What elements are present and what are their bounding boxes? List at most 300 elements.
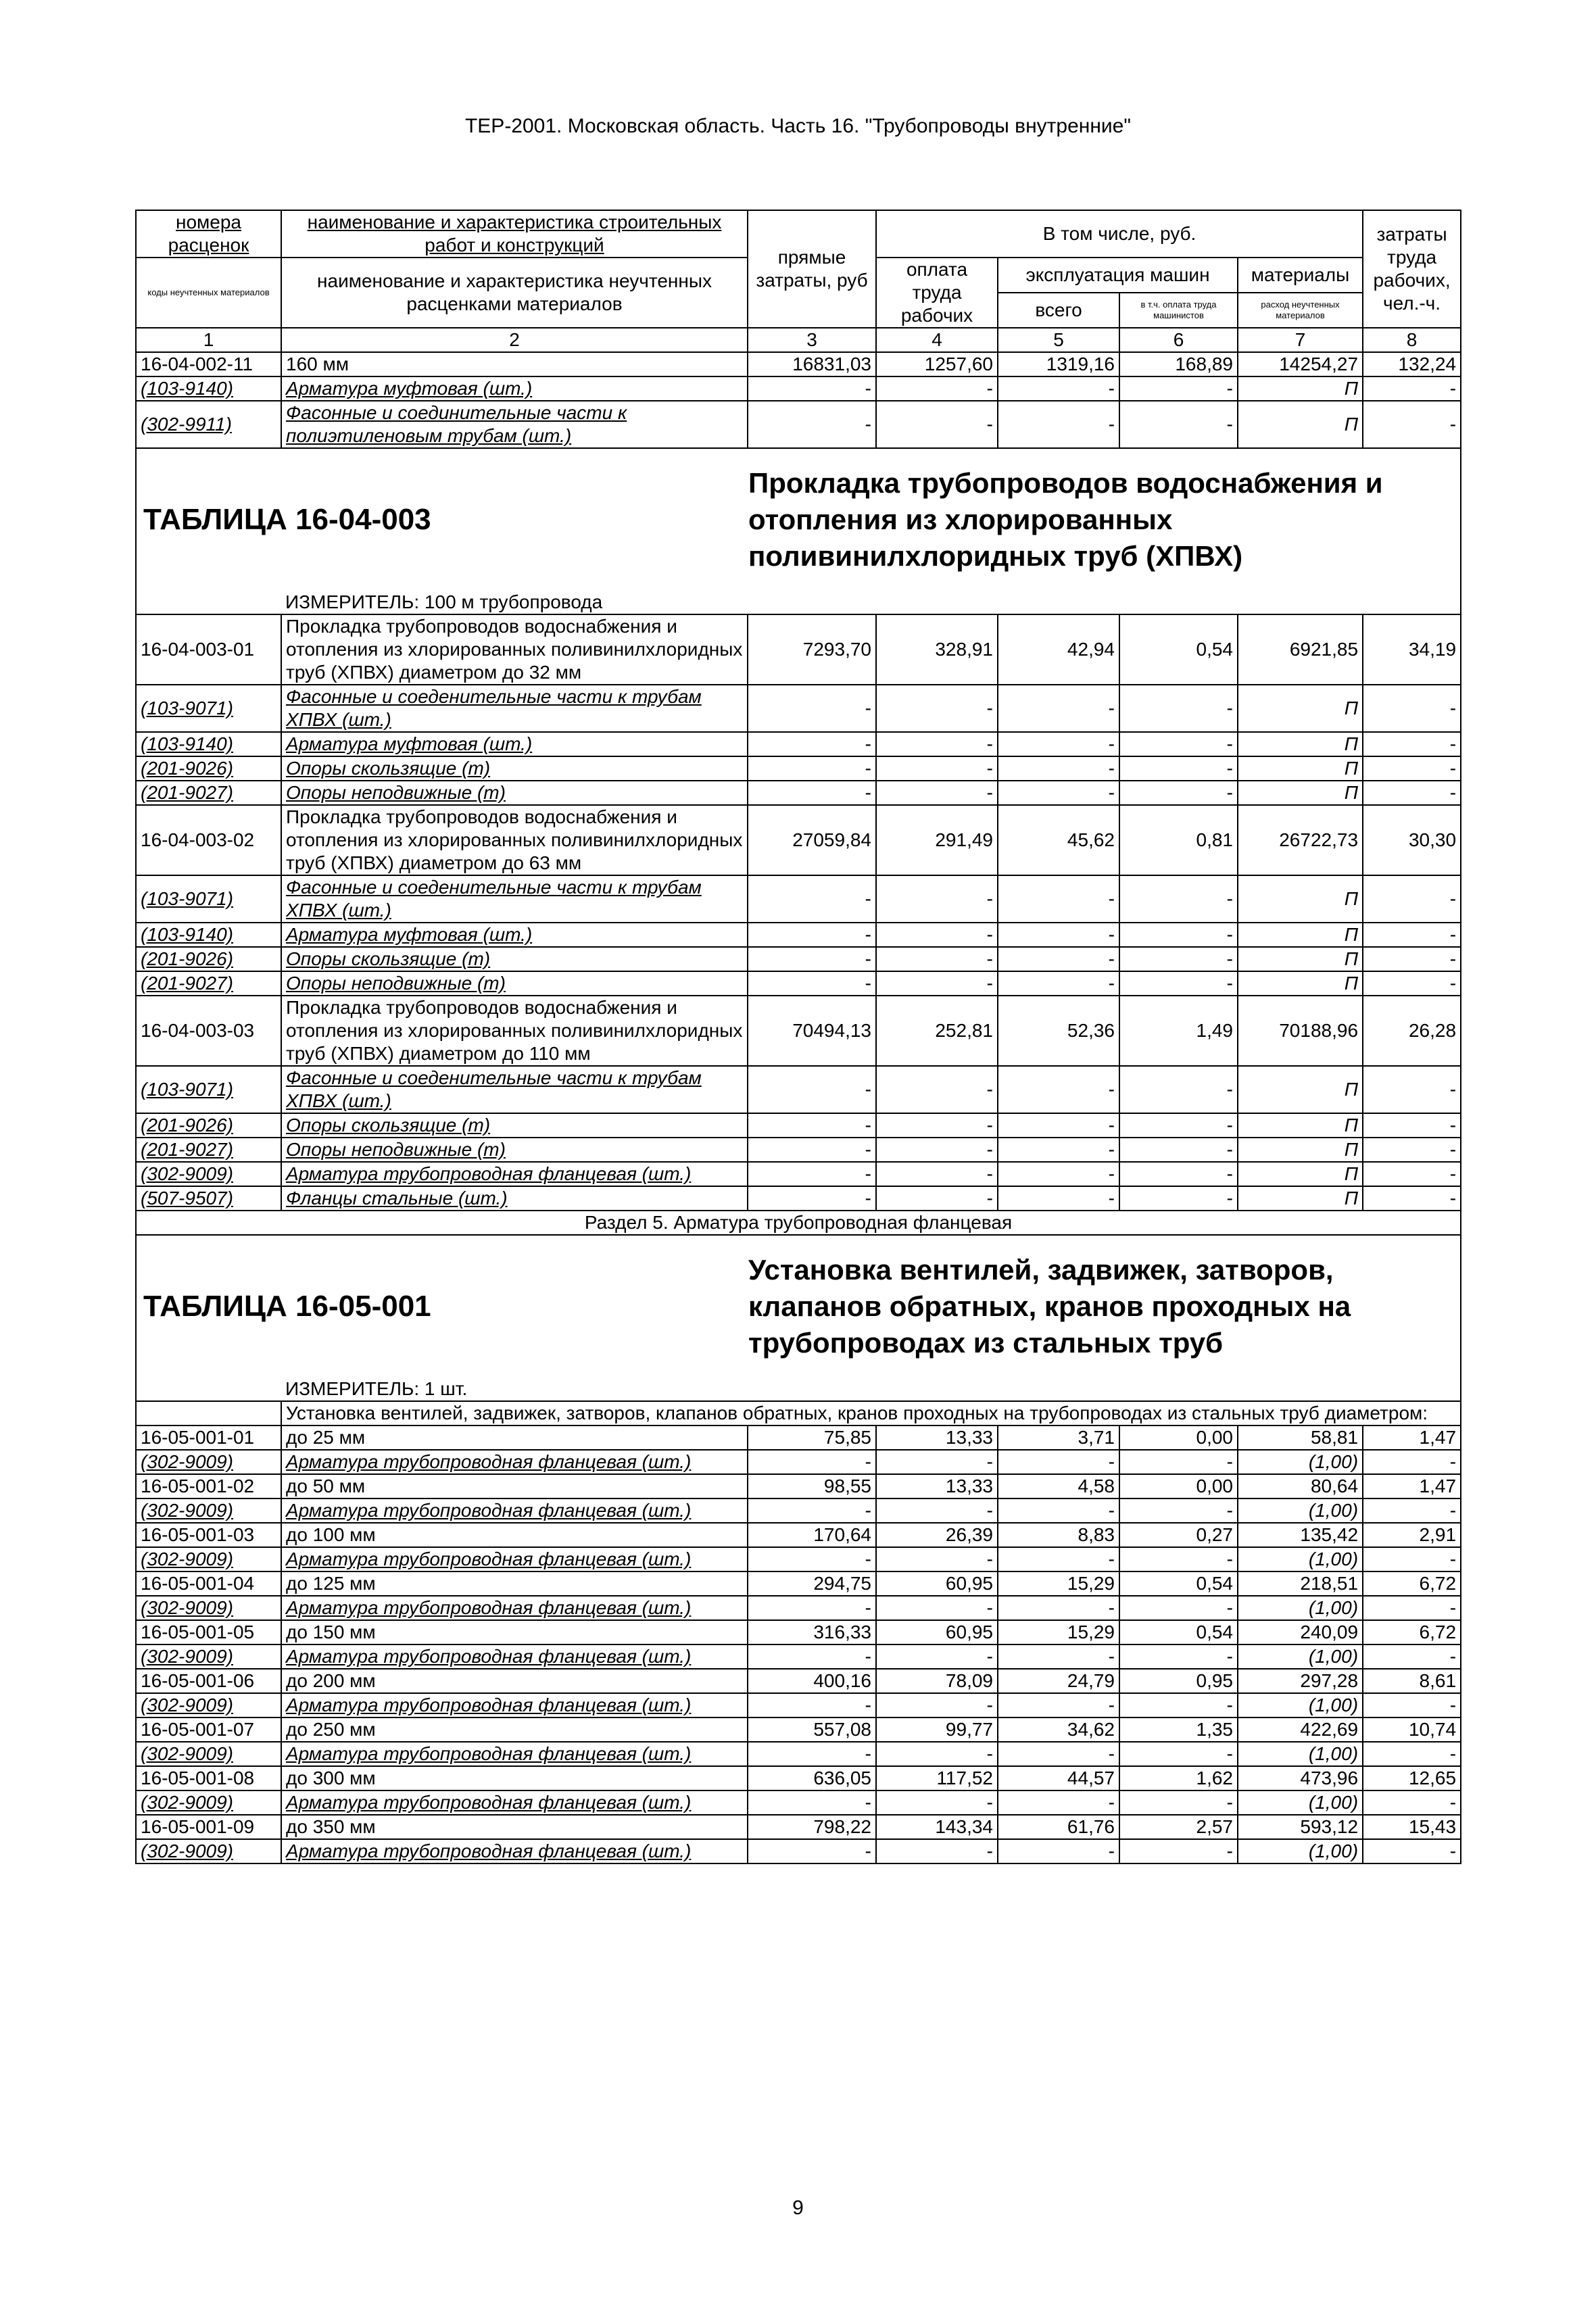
labor: 6,72 [1363, 1620, 1461, 1644]
operator-wages: - [1119, 732, 1238, 756]
labor: 1,47 [1363, 1425, 1461, 1450]
labor: - [1363, 947, 1461, 971]
wages: - [876, 875, 998, 923]
operator-wages: 1,49 [1119, 996, 1238, 1066]
rate-name: Прокладка трубопроводов водоснабжения и отопления из хлорированных поливинилхлоридных труб (ХПВХ) диаметром до 110 мм [281, 996, 748, 1066]
rate-code: (201-9026) [136, 1113, 281, 1138]
direct-costs: - [748, 1186, 876, 1211]
wages: - [876, 971, 998, 996]
rate-name: до 50 мм [281, 1474, 748, 1498]
col-header-labor: затраты труда рабочих, чел.-ч. [1363, 210, 1461, 328]
materials: (1,00) [1238, 1839, 1363, 1863]
direct-costs: - [748, 1693, 876, 1717]
rate-code: (302-9009) [136, 1450, 281, 1474]
machines-total: 15,29 [998, 1620, 1119, 1644]
wages: - [876, 756, 998, 781]
labor: - [1363, 756, 1461, 781]
material-row [136, 1450, 1461, 1474]
materials: 473,96 [1238, 1766, 1363, 1790]
rate-code: 16-05-001-08 [136, 1766, 281, 1790]
direct-costs: - [748, 875, 876, 923]
rate-row [136, 805, 1461, 875]
direct-costs: - [748, 732, 876, 756]
rate-row [136, 1620, 1461, 1644]
machines-total: - [998, 1162, 1119, 1186]
materials: П [1238, 401, 1363, 448]
rate-code: (302-9009) [136, 1498, 281, 1523]
material-row [136, 1186, 1461, 1211]
machines-total: - [998, 1066, 1119, 1113]
meter-row [136, 1378, 1461, 1401]
rate-code: 16-05-001-04 [136, 1571, 281, 1596]
labor: 15,43 [1363, 1815, 1461, 1839]
wages: - [876, 1693, 998, 1717]
materials: (1,00) [1238, 1450, 1363, 1474]
wages: - [876, 1547, 998, 1571]
operator-wages: - [1119, 971, 1238, 996]
column-numbers-row [136, 328, 1461, 352]
wages: 117,52 [876, 1766, 998, 1790]
material-row [136, 685, 1461, 732]
rate-code: 16-05-001-06 [136, 1669, 281, 1693]
machines-total: - [998, 401, 1119, 448]
materials: (1,00) [1238, 1644, 1363, 1669]
table-code: ТАБЛИЦА 16-05-001 [143, 1290, 431, 1323]
operator-wages: 1,35 [1119, 1717, 1238, 1742]
wages: - [876, 1498, 998, 1523]
direct-costs: 7293,70 [748, 614, 876, 685]
rate-name: до 250 мм [281, 1717, 748, 1742]
col-header-material-names: наименование и характеристика неучтенных расценками материалов [281, 258, 748, 328]
direct-costs: - [748, 1742, 876, 1766]
rate-code: 16-05-001-01 [136, 1425, 281, 1450]
rate-name: Арматура трубопроводная фланцевая (шт.) [281, 1790, 748, 1815]
labor: - [1363, 1162, 1461, 1186]
col-num: 7 [1238, 328, 1363, 352]
operator-wages: - [1119, 1186, 1238, 1211]
materials: П [1238, 732, 1363, 756]
rate-row [136, 1523, 1461, 1547]
operator-wages: - [1119, 1498, 1238, 1523]
machines-total: 8,83 [998, 1523, 1119, 1547]
rate-code: (302-9009) [136, 1693, 281, 1717]
materials: (1,00) [1238, 1547, 1363, 1571]
direct-costs: 27059,84 [748, 805, 876, 875]
labor: - [1363, 732, 1461, 756]
material-row [136, 756, 1461, 781]
wages: - [876, 1596, 998, 1620]
col-num: 2 [281, 328, 748, 352]
col-num: 3 [748, 328, 876, 352]
materials: П [1238, 947, 1363, 971]
rate-name: Арматура трубопроводная фланцевая (шт.) [281, 1498, 748, 1523]
machines-total: - [998, 1186, 1119, 1211]
materials: П [1238, 1066, 1363, 1113]
operator-wages: - [1119, 1790, 1238, 1815]
materials: П [1238, 875, 1363, 923]
labor: - [1363, 1596, 1461, 1620]
direct-costs: - [748, 1644, 876, 1669]
materials: 80,64 [1238, 1474, 1363, 1498]
machines-total: - [998, 947, 1119, 971]
rate-name: до 100 мм [281, 1523, 748, 1547]
material-row [136, 1790, 1461, 1815]
wages: - [876, 1742, 998, 1766]
col-header-operator-wages: в т.ч. оплата труда машинистов [1119, 293, 1238, 328]
wages: 60,95 [876, 1620, 998, 1644]
material-row [136, 875, 1461, 923]
rate-code: (201-9027) [136, 971, 281, 996]
materials: 26722,73 [1238, 805, 1363, 875]
labor: 34,19 [1363, 614, 1461, 685]
operator-wages: 0,54 [1119, 1620, 1238, 1644]
machines-total: - [998, 1790, 1119, 1815]
machines-total: - [998, 1644, 1119, 1669]
materials: П [1238, 971, 1363, 996]
rate-name: Опоры неподвижные (т) [281, 1138, 748, 1162]
direct-costs: 170,64 [748, 1523, 876, 1547]
labor: 8,61 [1363, 1669, 1461, 1693]
col-header-material-codes: коды неучтенных материалов [136, 258, 281, 328]
machines-total: 15,29 [998, 1571, 1119, 1596]
machines-total: 4,58 [998, 1474, 1119, 1498]
machines-total: 3,71 [998, 1425, 1119, 1450]
material-row [136, 1693, 1461, 1717]
machines-total: - [998, 1450, 1119, 1474]
rate-name: Опоры неподвижные (т) [281, 971, 748, 996]
wages: - [876, 1113, 998, 1138]
operator-wages: - [1119, 1066, 1238, 1113]
labor: 26,28 [1363, 996, 1461, 1066]
operator-wages: 0,00 [1119, 1425, 1238, 1450]
operator-wages: - [1119, 376, 1238, 401]
rate-row [136, 1815, 1461, 1839]
wages: 60,95 [876, 1571, 998, 1596]
rate-row [136, 614, 1461, 685]
direct-costs: 70494,13 [748, 996, 876, 1066]
operator-wages: - [1119, 1138, 1238, 1162]
rate-name: до 350 мм [281, 1815, 748, 1839]
machines-total: - [998, 1138, 1119, 1162]
labor: - [1363, 1839, 1461, 1863]
material-row [136, 1138, 1461, 1162]
wages: - [876, 401, 998, 448]
direct-costs: 798,22 [748, 1815, 876, 1839]
labor: - [1363, 923, 1461, 947]
material-row [136, 1547, 1461, 1571]
col-header-codes: номера расценок [136, 210, 281, 258]
operator-wages: - [1119, 1596, 1238, 1620]
rate-code: 16-05-001-05 [136, 1620, 281, 1644]
rate-code: (201-9026) [136, 756, 281, 781]
machines-total: 24,79 [998, 1669, 1119, 1693]
operator-wages: - [1119, 781, 1238, 805]
rate-name: Арматура трубопроводная фланцевая (шт.) [281, 1547, 748, 1571]
table-banner [136, 1235, 1461, 1378]
rate-name: Арматура трубопроводная фланцевая (шт.) [281, 1450, 748, 1474]
machines-total: - [998, 732, 1119, 756]
machines-total: 45,62 [998, 805, 1119, 875]
machines-total: - [998, 1693, 1119, 1717]
col-header-group: В том числе, руб. [876, 210, 1363, 258]
rate-row [136, 1571, 1461, 1596]
labor: - [1363, 1742, 1461, 1766]
table-title: Прокладка трубопроводов водоснабжения и отопления из хлорированных поливинилхлоридных труб (ХПВХ) [748, 467, 1383, 572]
labor: - [1363, 401, 1461, 448]
rate-code: 16-05-001-09 [136, 1815, 281, 1839]
meter: ИЗМЕРИТЕЛЬ: 100 м трубопровода [281, 591, 1461, 614]
machines-total: - [998, 781, 1119, 805]
labor: - [1363, 1113, 1461, 1138]
wages: 328,91 [876, 614, 998, 685]
direct-costs: 16831,03 [748, 352, 876, 376]
labor: - [1363, 1547, 1461, 1571]
table-subheader: Установка вентилей, задвижек, затворов, клапанов обратных, кранов проходных на трубопроводах из стальных труб диаметром: [281, 1401, 1461, 1425]
wages: - [876, 1138, 998, 1162]
labor: 132,24 [1363, 352, 1461, 376]
rate-code: 16-04-003-02 [136, 805, 281, 875]
machines-total: 61,76 [998, 1815, 1119, 1839]
materials: П [1238, 923, 1363, 947]
rate-name: Фланцы стальные (шт.) [281, 1186, 748, 1211]
materials: П [1238, 1138, 1363, 1162]
page-number: 9 [792, 2197, 804, 2219]
machines-total: - [998, 923, 1119, 947]
operator-wages: 0,54 [1119, 614, 1238, 685]
wages: - [876, 1162, 998, 1186]
price-table-sheet [135, 210, 1460, 1864]
section-title: Раздел 5. Арматура трубопроводная фланцевая [136, 1211, 1461, 1235]
direct-costs: 636,05 [748, 1766, 876, 1790]
rate-name: Арматура муфтовая (шт.) [281, 376, 748, 401]
machines-total: - [998, 1498, 1119, 1523]
direct-costs: - [748, 1113, 876, 1138]
labor: - [1363, 1644, 1461, 1669]
material-row [136, 781, 1461, 805]
rate-row [136, 1669, 1461, 1693]
direct-costs: - [748, 1162, 876, 1186]
direct-costs: - [748, 1138, 876, 1162]
material-row [136, 923, 1461, 947]
rate-name: Арматура трубопроводная фланцевая (шт.) [281, 1596, 748, 1620]
rate-code: (302-9009) [136, 1839, 281, 1863]
labor: - [1363, 875, 1461, 923]
direct-costs: 294,75 [748, 1571, 876, 1596]
col-num: 1 [136, 328, 281, 352]
direct-costs: - [748, 1450, 876, 1474]
rate-name: Арматура трубопроводная фланцевая (шт.) [281, 1742, 748, 1766]
rate-row [136, 1717, 1461, 1742]
labor: 30,30 [1363, 805, 1461, 875]
operator-wages: 0,81 [1119, 805, 1238, 875]
rate-code: (302-9009) [136, 1547, 281, 1571]
operator-wages: - [1119, 1162, 1238, 1186]
rate-row [136, 1474, 1461, 1498]
col-header-materials: материалы [1238, 258, 1363, 293]
rate-name: Арматура трубопроводная фланцевая (шт.) [281, 1693, 748, 1717]
direct-costs: 316,33 [748, 1620, 876, 1644]
direct-costs: - [748, 947, 876, 971]
price-table [135, 210, 1461, 1864]
wages: - [876, 732, 998, 756]
labor: 6,72 [1363, 1571, 1461, 1596]
direct-costs: - [748, 1066, 876, 1113]
page-header: ТЕР-2001. Московская область. Часть 16. "Трубопроводы внутренние" [464, 115, 1132, 137]
rate-row [136, 352, 1461, 376]
materials: П [1238, 781, 1363, 805]
wages: - [876, 1186, 998, 1211]
material-row [136, 1596, 1461, 1620]
operator-wages: - [1119, 1742, 1238, 1766]
rate-name: до 200 мм [281, 1669, 748, 1693]
materials: 14254,27 [1238, 352, 1363, 376]
materials: (1,00) [1238, 1498, 1363, 1523]
operator-wages: - [1119, 1113, 1238, 1138]
machines-total: - [998, 875, 1119, 923]
direct-costs: - [748, 1596, 876, 1620]
machines-total: - [998, 1547, 1119, 1571]
wages: - [876, 947, 998, 971]
labor: 12,65 [1363, 1766, 1461, 1790]
rate-name: Опоры скользящие (т) [281, 1113, 748, 1138]
materials: (1,00) [1238, 1596, 1363, 1620]
col-header-machines: эксплуатация машин [998, 258, 1238, 293]
rate-name: Арматура трубопроводная фланцевая (шт.) [281, 1644, 748, 1669]
rate-name: Арматура трубопроводная фланцевая (шт.) [281, 1162, 748, 1186]
labor: 10,74 [1363, 1717, 1461, 1742]
rate-code: (302-9009) [136, 1644, 281, 1669]
operator-wages: 0,54 [1119, 1571, 1238, 1596]
operator-wages: 2,57 [1119, 1815, 1238, 1839]
materials: (1,00) [1238, 1742, 1363, 1766]
rate-row [136, 1425, 1461, 1450]
rate-code: (201-9027) [136, 781, 281, 805]
direct-costs: - [748, 1498, 876, 1523]
direct-costs: - [748, 781, 876, 805]
materials: (1,00) [1238, 1790, 1363, 1815]
rate-row [136, 996, 1461, 1066]
materials: 422,69 [1238, 1717, 1363, 1742]
materials: П [1238, 685, 1363, 732]
material-row [136, 971, 1461, 996]
operator-wages: - [1119, 756, 1238, 781]
direct-costs: - [748, 376, 876, 401]
operator-wages: 0,95 [1119, 1669, 1238, 1693]
material-row [136, 1839, 1461, 1863]
rate-name: Фасонные и соединительные части к полиэтиленовым трубам (шт.) [281, 401, 748, 448]
materials: 297,28 [1238, 1669, 1363, 1693]
material-row [136, 1742, 1461, 1766]
direct-costs: - [748, 756, 876, 781]
header-row [136, 210, 1461, 258]
rate-name: Фасонные и соеденительные части к трубам ХПВХ (шт.) [281, 1066, 748, 1113]
rate-name: Опоры неподвижные (т) [281, 781, 748, 805]
section-row [136, 1211, 1461, 1235]
machines-total: - [998, 756, 1119, 781]
labor: 1,47 [1363, 1474, 1461, 1498]
machines-total: - [998, 1742, 1119, 1766]
material-row [136, 732, 1461, 756]
materials: 218,51 [1238, 1571, 1363, 1596]
meter: ИЗМЕРИТЕЛЬ: 1 шт. [281, 1378, 1461, 1401]
col-num: 6 [1119, 328, 1238, 352]
material-row [136, 1162, 1461, 1186]
rate-code: (201-9026) [136, 947, 281, 971]
operator-wages: 0,27 [1119, 1523, 1238, 1547]
labor: - [1363, 685, 1461, 732]
direct-costs: - [748, 971, 876, 996]
direct-costs: 98,55 [748, 1474, 876, 1498]
labor: - [1363, 971, 1461, 996]
col-num: 4 [876, 328, 998, 352]
operator-wages: - [1119, 923, 1238, 947]
wages: - [876, 685, 998, 732]
wages: - [876, 1790, 998, 1815]
rate-code: 16-04-003-01 [136, 614, 281, 685]
rate-code: (103-9071) [136, 685, 281, 732]
col-header-direct-costs: прямые затраты, руб [748, 210, 876, 328]
rate-code: (201-9027) [136, 1138, 281, 1162]
direct-costs: 75,85 [748, 1425, 876, 1450]
rate-name: Арматура муфтовая (шт.) [281, 923, 748, 947]
machines-total: - [998, 1113, 1119, 1138]
rate-code: (302-9009) [136, 1162, 281, 1186]
col-num: 5 [998, 328, 1119, 352]
direct-costs: - [748, 1839, 876, 1863]
operator-wages: 1,62 [1119, 1766, 1238, 1790]
rate-code: 16-05-001-03 [136, 1523, 281, 1547]
labor: - [1363, 1693, 1461, 1717]
machines-total: 44,57 [998, 1766, 1119, 1790]
wages: 143,34 [876, 1815, 998, 1839]
materials: П [1238, 756, 1363, 781]
operator-wages: - [1119, 1450, 1238, 1474]
rate-name: 160 мм [281, 352, 748, 376]
direct-costs: - [748, 1547, 876, 1571]
machines-total: - [998, 1596, 1119, 1620]
materials: П [1238, 1113, 1363, 1138]
wages: - [876, 1839, 998, 1863]
wages: 252,81 [876, 996, 998, 1066]
col-header-material-consumption: расход неучтенных материалов [1238, 293, 1363, 328]
wages: 78,09 [876, 1669, 998, 1693]
operator-wages: - [1119, 685, 1238, 732]
operator-wages: - [1119, 1839, 1238, 1863]
machines-total: 1319,16 [998, 352, 1119, 376]
materials: 135,42 [1238, 1523, 1363, 1547]
material-row [136, 1066, 1461, 1113]
operator-wages: 168,89 [1119, 352, 1238, 376]
direct-costs: - [748, 923, 876, 947]
labor: - [1363, 1450, 1461, 1474]
machines-total: 34,62 [998, 1717, 1119, 1742]
operator-wages: - [1119, 1693, 1238, 1717]
rate-code: (103-9140) [136, 923, 281, 947]
rate-code: (103-9140) [136, 732, 281, 756]
machines-total: - [998, 376, 1119, 401]
wages: 291,49 [876, 805, 998, 875]
rate-row [136, 1766, 1461, 1790]
labor: - [1363, 1138, 1461, 1162]
operator-wages: - [1119, 1547, 1238, 1571]
rate-name: Арматура трубопроводная фланцевая (шт.) [281, 1839, 748, 1863]
direct-costs: 400,16 [748, 1669, 876, 1693]
wages: - [876, 1644, 998, 1669]
rate-name: Фасонные и соеденительные части к трубам ХПВХ (шт.) [281, 875, 748, 923]
materials: 6921,85 [1238, 614, 1363, 685]
table-banner [136, 448, 1461, 591]
labor: - [1363, 781, 1461, 805]
